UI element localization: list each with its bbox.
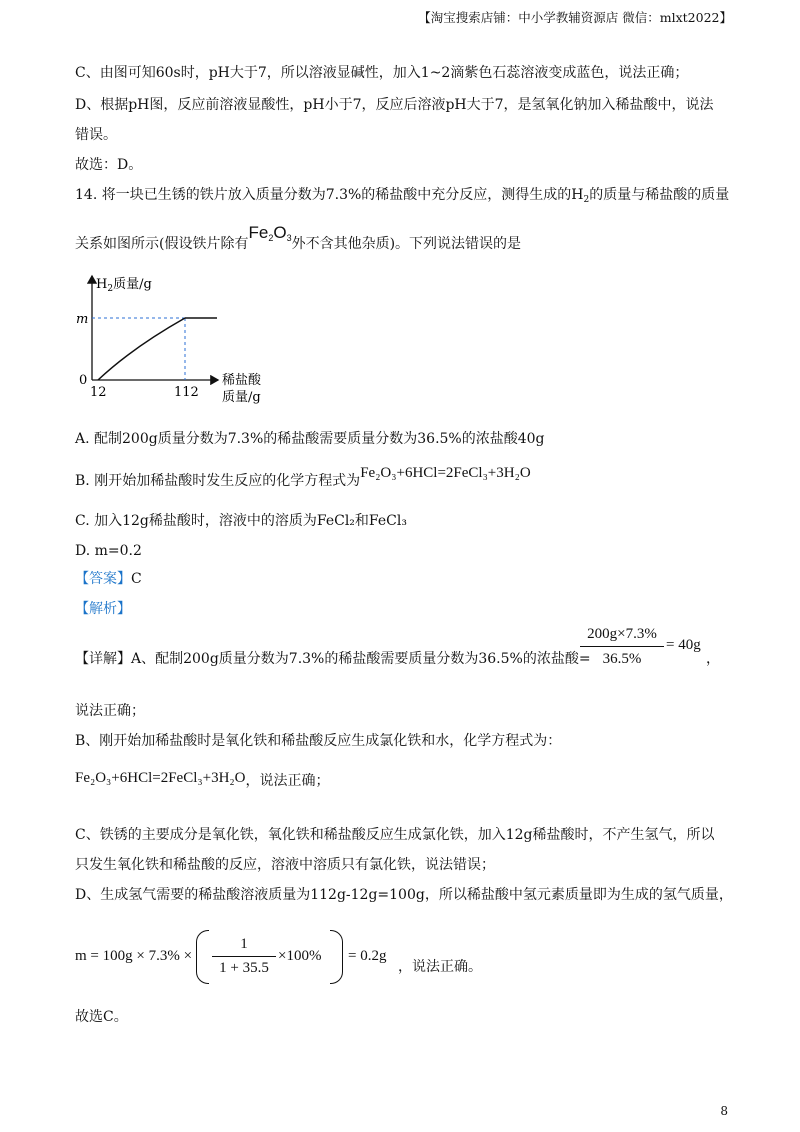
detail-d-frac-numerator: 1	[240, 936, 248, 952]
question-stem-line1: 14. 将一块已生锈的铁片放入质量分数为7.3%的稀盐酸中充分反应，测得生成的$H_2$的质量与稀盐酸的质量	[75, 187, 730, 205]
detail-d-paren-left	[196, 930, 209, 984]
detail-a-comma: ，	[706, 651, 720, 667]
page-number: 8	[720, 1104, 728, 1118]
final-choose: 故选C。	[75, 1009, 128, 1025]
detail-a-fraction-bar	[580, 646, 664, 647]
detail-a-numerator: 200g×7.3%	[587, 626, 657, 642]
detail-d-frac-denominator: 1 + 35.5	[219, 960, 269, 976]
x-tick-12: 12	[90, 385, 107, 400]
x-tick-112: 112	[174, 385, 199, 400]
curve-rising	[98, 318, 185, 380]
detail-d-conclusion: ，说法正确。	[398, 959, 482, 975]
detail-a-result: = 40g	[666, 637, 701, 653]
detail-d-paren-right	[330, 930, 343, 984]
x-axis-label-line2: 质量/g	[222, 390, 261, 405]
answer-label: 【答案】	[75, 571, 131, 587]
prev-choose: 故选：D。	[75, 157, 143, 173]
prev-option-d-line1: D、根据pH图，反应前溶液显酸性，pH小于7，反应后溶液pH大于7，是氢氧化钠加入稀盐酸中，说法	[75, 97, 714, 113]
page-header: 【淘宝搜索店铺：中小学教辅资源店 微信：mlxt2022】	[418, 10, 732, 25]
detail-b-text: B、刚开始加稀盐酸时是氧化铁和稀盐酸反应生成氯化铁和水，化学方程式为：	[75, 733, 562, 749]
detail-a-denominator: 36.5%	[602, 651, 642, 667]
detail-d-line: D、生成氢气需要的稀盐酸溶液质量为112g-12g=100g，所以稀盐酸中氢元素质量即为生成的氢气质量，	[75, 887, 733, 903]
prev-option-c: C、由图可知60s时，pH大于7，所以溶液显碱性，加入1~2滴紫色石蕊溶液变成蓝色，说法正确；	[75, 65, 689, 81]
detail-a-text: 【详解】A、配制200g质量分数为7.3%的稀盐酸需要质量分数为36.5%的浓盐酸=	[75, 651, 591, 667]
hydrogen-mass-graph	[70, 270, 280, 410]
y-tick-m: m	[76, 312, 89, 327]
detail-c-line1: C、铁锈的主要成分是氧化铁，氧化铁和稀盐酸反应生成氯化铁，加入12g稀盐酸时，不产生氢气，所以	[75, 827, 715, 843]
origin-label: 0	[79, 373, 88, 388]
y-axis-label: $H_2$质量/g	[96, 277, 152, 294]
detail-label: 【详解】	[75, 651, 131, 667]
option-d: D. m=0.2	[75, 543, 142, 559]
detail-b-equation-line: Fe₂O₃+6HCl=2FeCl₃+3H₂O，说法正确；	[75, 770, 330, 789]
detail-c-line2: 只发生氧化铁和稀盐酸的反应，溶液中溶质只有氯化铁，说法错误；	[75, 857, 495, 873]
option-b: B. 刚开始加稀盐酸时发生反应的化学方程式为Fe₂O₃+6HCl=2FeCl₃+3H₂O	[75, 465, 531, 489]
question-stem-line2: 关系如图所示(假设铁片除有$Fe_2O_3$外不含其他杂质)。下列说法错误的是	[75, 223, 522, 252]
analysis-label: 【解析】	[75, 601, 131, 617]
detail-b-equation: Fe₂O₃+6HCl=2FeCl₃+3H₂O	[75, 770, 246, 786]
detail-d-formula-left: m = 100g × 7.3% ×	[75, 948, 193, 964]
option-a: A. 配制200g质量分数为7.3%的稀盐酸需要质量分数为36.5%的浓盐酸40g	[75, 431, 545, 447]
detail-a-conclusion: 说法正确；	[75, 703, 145, 719]
answer-value: C	[131, 571, 142, 587]
answer-line	[75, 570, 142, 588]
detail-d-result: = 0.2g	[348, 948, 387, 964]
detail-d-fraction-bar	[212, 956, 276, 957]
prev-option-d-line2: 错误。	[75, 127, 117, 143]
option-c: C. 加入12g稀盐酸时，溶液中的溶质为FeCl₂和FeCl₃	[75, 513, 407, 529]
option-b-equation: Fe₂O₃+6HCl=2FeCl₃+3H₂O	[360, 465, 531, 481]
detail-d-times-percent: ×100%	[278, 948, 322, 964]
x-axis-label-line1: 稀盐酸	[222, 373, 262, 388]
